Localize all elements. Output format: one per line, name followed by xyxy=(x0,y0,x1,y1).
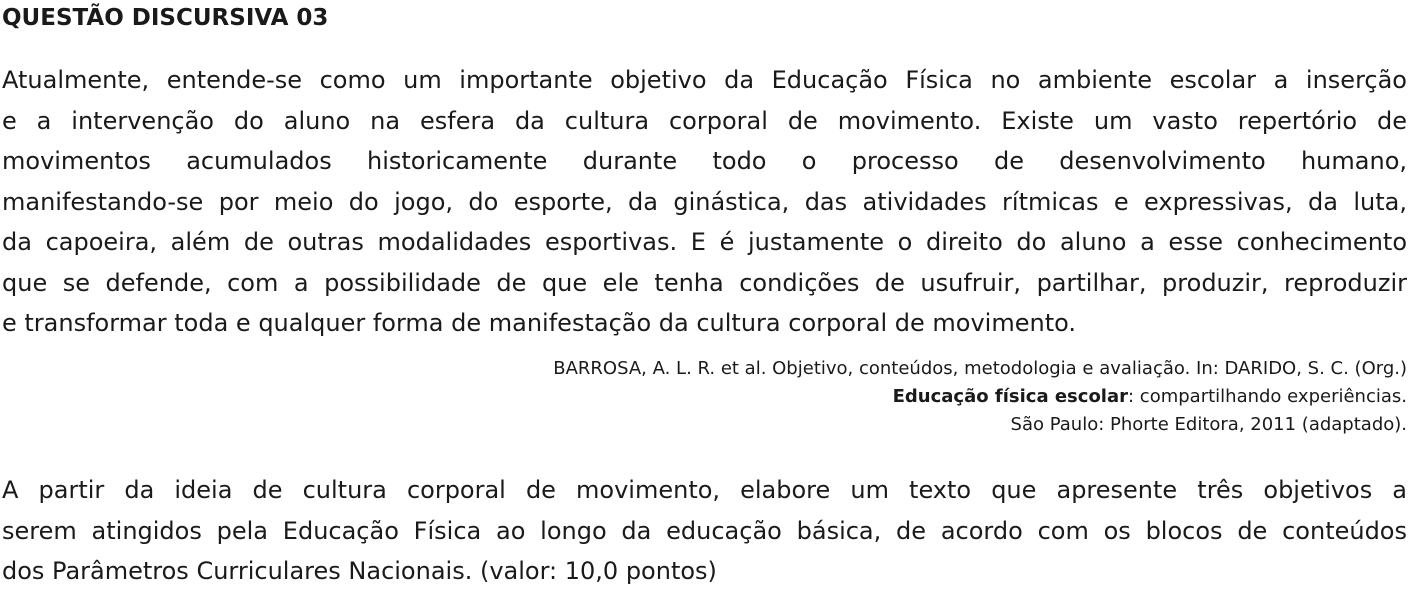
context-line: e transformar toda e qualquer forma de manifestação da cultura corporal de movimento. xyxy=(2,309,1076,337)
prompt-line: A partir da ideia de cultura corporal de movimento, elabore um texto que apresente três objetivos a xyxy=(2,476,1407,504)
context-line: da capoeira, além de outras modalidades esportivas. E é justamente o direito do aluno a esse conhecimento xyxy=(2,228,1407,256)
context-line: manifestando-se por meio do jogo, do esporte, da ginástica, das atividades rítmicas e expressivas, da luta, xyxy=(2,187,1407,216)
context-line: Atualmente, entende-se como um importante objetivo da Educação Física no ambiente escolar a inserção xyxy=(2,66,1407,94)
context-line: e a intervenção do aluno na esfera da cultura corporal de movimento. Existe um vasto repertório de xyxy=(2,106,1407,135)
prompt-line: dos Parâmetros Curriculares Nacionais. (valor: 10,0 pontos) xyxy=(2,557,717,585)
citation-line-2 xyxy=(553,383,1407,411)
question-title: QUESTÃO DISCURSIVA 03 xyxy=(2,5,329,31)
citation-line-1: BARROSA, A. L. R. et al. Objetivo, conteúdos, metodologia e avaliação. In: DARIDO, S. C. (Org.) xyxy=(553,358,1407,379)
context-line: que se defende, com a possibilidade de que ele tenha condições de usufruir, partilhar, produzir, reproduzir xyxy=(2,268,1407,297)
citation-book-title: Educação física escolar xyxy=(892,386,1129,407)
citation-line-3: São Paulo: Phorte Editora, 2011 (adaptado). xyxy=(1010,414,1407,435)
context-line: movimentos acumulados historicamente durante todo o processo de desenvolvimento humano, xyxy=(2,147,1407,175)
context-paragraph xyxy=(2,60,1407,344)
source-citation xyxy=(553,355,1407,439)
citation-subtitle: : compartilhando experiências. xyxy=(1128,386,1407,407)
prompt-paragraph xyxy=(2,470,1407,592)
prompt-line: serem atingidos pela Educação Física ao longo da educação básica, de acordo com os blocos de conteúdos xyxy=(2,516,1407,545)
